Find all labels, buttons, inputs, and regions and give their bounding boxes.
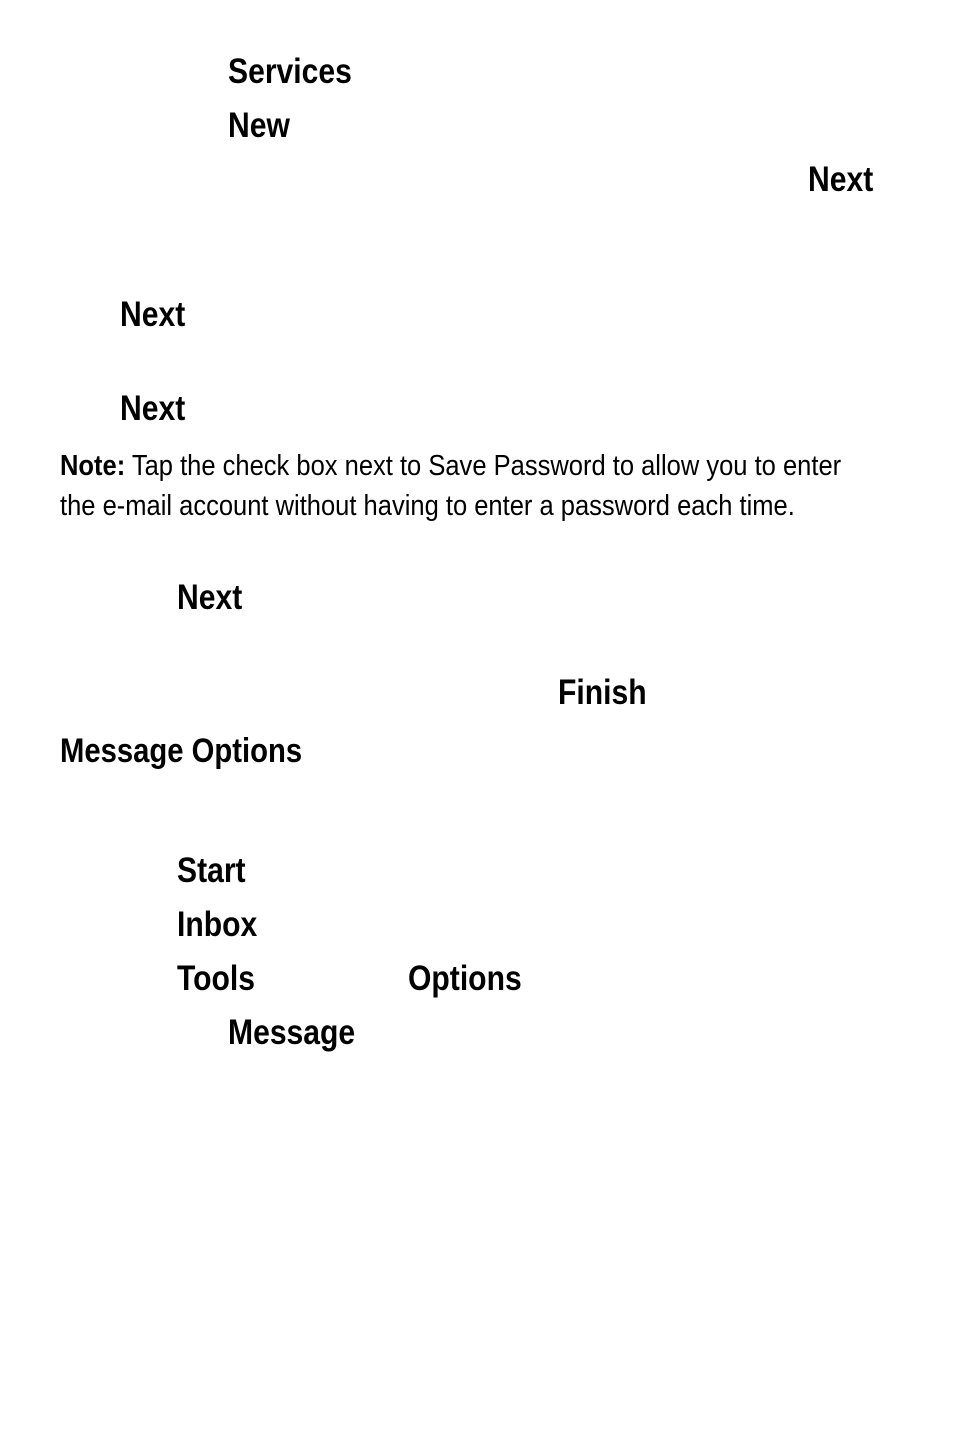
note-text-1: Tap the check box next to Save Password to allow you to enter bbox=[125, 450, 842, 482]
note-line-1 bbox=[60, 446, 842, 486]
finish-label: Finish bbox=[558, 673, 647, 712]
section-heading: Message Options bbox=[60, 732, 303, 770]
note-paragraph bbox=[60, 446, 842, 526]
next-label-3: Next bbox=[120, 389, 186, 428]
message-label: Message bbox=[228, 1013, 356, 1052]
next-label-1: Next bbox=[808, 160, 874, 199]
tools-label: Tools bbox=[177, 959, 256, 998]
next-label-2: Next bbox=[120, 295, 186, 334]
note-text-2: the e-mail account without having to enter a password each time. bbox=[60, 490, 795, 522]
start-label: Start bbox=[177, 851, 246, 890]
inbox-label: Inbox bbox=[177, 905, 258, 944]
next-label-4: Next bbox=[177, 578, 243, 617]
options-label: Options bbox=[408, 959, 522, 998]
services-label: Services bbox=[228, 52, 352, 91]
note-label: Note: bbox=[60, 450, 126, 482]
new-label: New bbox=[228, 106, 290, 145]
